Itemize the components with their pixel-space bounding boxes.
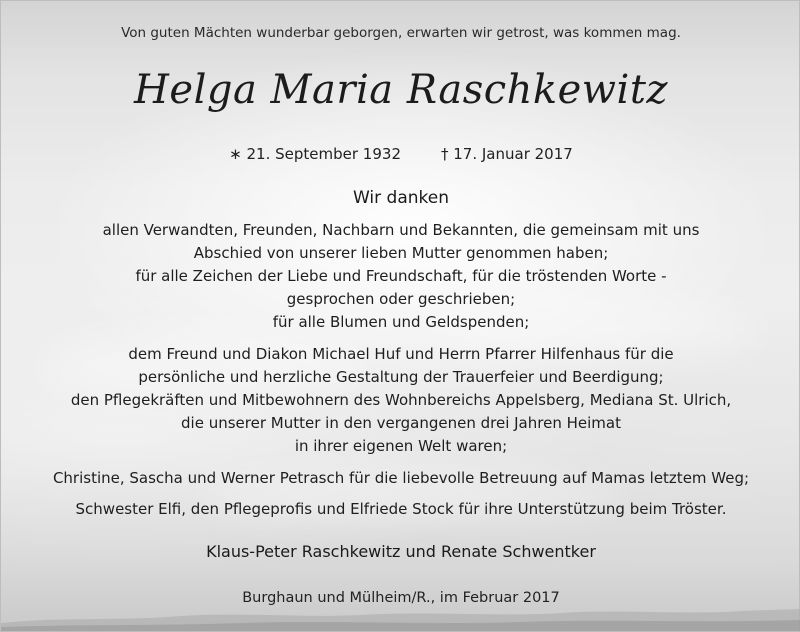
text-line: gesprochen oder geschrieben; — [286, 290, 516, 308]
thanks-heading: Wir danken — [352, 188, 449, 208]
text-line: die unserer Mutter in den vergangenen drei Jahren Heimat — [181, 414, 621, 432]
signers: Klaus-Peter Raschkewitz und Renate Schwentker — [206, 542, 596, 561]
text-line: den Pflegekräften und Mitbewohnern des Wohnbereichs Appelsberg, Mediana St. Ulrich, — [70, 391, 732, 409]
text-line: für alle Zeichen der Liebe und Freundschaft, für die tröstenden Worte - — [135, 267, 667, 285]
text-line: in ihrer eigenen Welt waren; — [294, 437, 508, 455]
text-line: allen Verwandten, Freunden, Nachbarn und Bekannten, die gemeinsam mit uns — [102, 221, 700, 239]
place-date: Burghaun und Mülheim/R., im Februar 2017 — [242, 590, 560, 606]
text-line: persönliche und herzliche Gestaltung der Trauerfeier und Beerdigung; — [138, 368, 664, 386]
text-line: Christine, Sascha und Werner Petrasch für die liebevolle Betreuung auf Mamas letztem Weg; — [52, 469, 750, 487]
deceased-name: Helga Maria Raschkewitz — [134, 67, 668, 113]
text-line: Schwester Elfi, den Pflegeprofis und Elfriede Stock für ihre Unterstützung beim Tröster. — [75, 500, 727, 518]
text-line: Abschied von unserer lieben Mutter genommen haben; — [193, 244, 609, 262]
text-line: dem Freund und Diakon Michael Huf und Herrn Pfarrer Hilfenhaus für die — [128, 345, 674, 363]
text-line: für alle Blumen und Geldspenden; — [272, 313, 530, 331]
death-date: † 17. Januar 2017 — [440, 145, 573, 163]
life-dates — [1, 145, 800, 163]
birth-date: ∗ 21. September 1932 — [229, 145, 401, 163]
motto-quote: Von guten Mächten wunderbar geborgen, erwarten wir getrost, was kommen mag. — [121, 25, 681, 41]
